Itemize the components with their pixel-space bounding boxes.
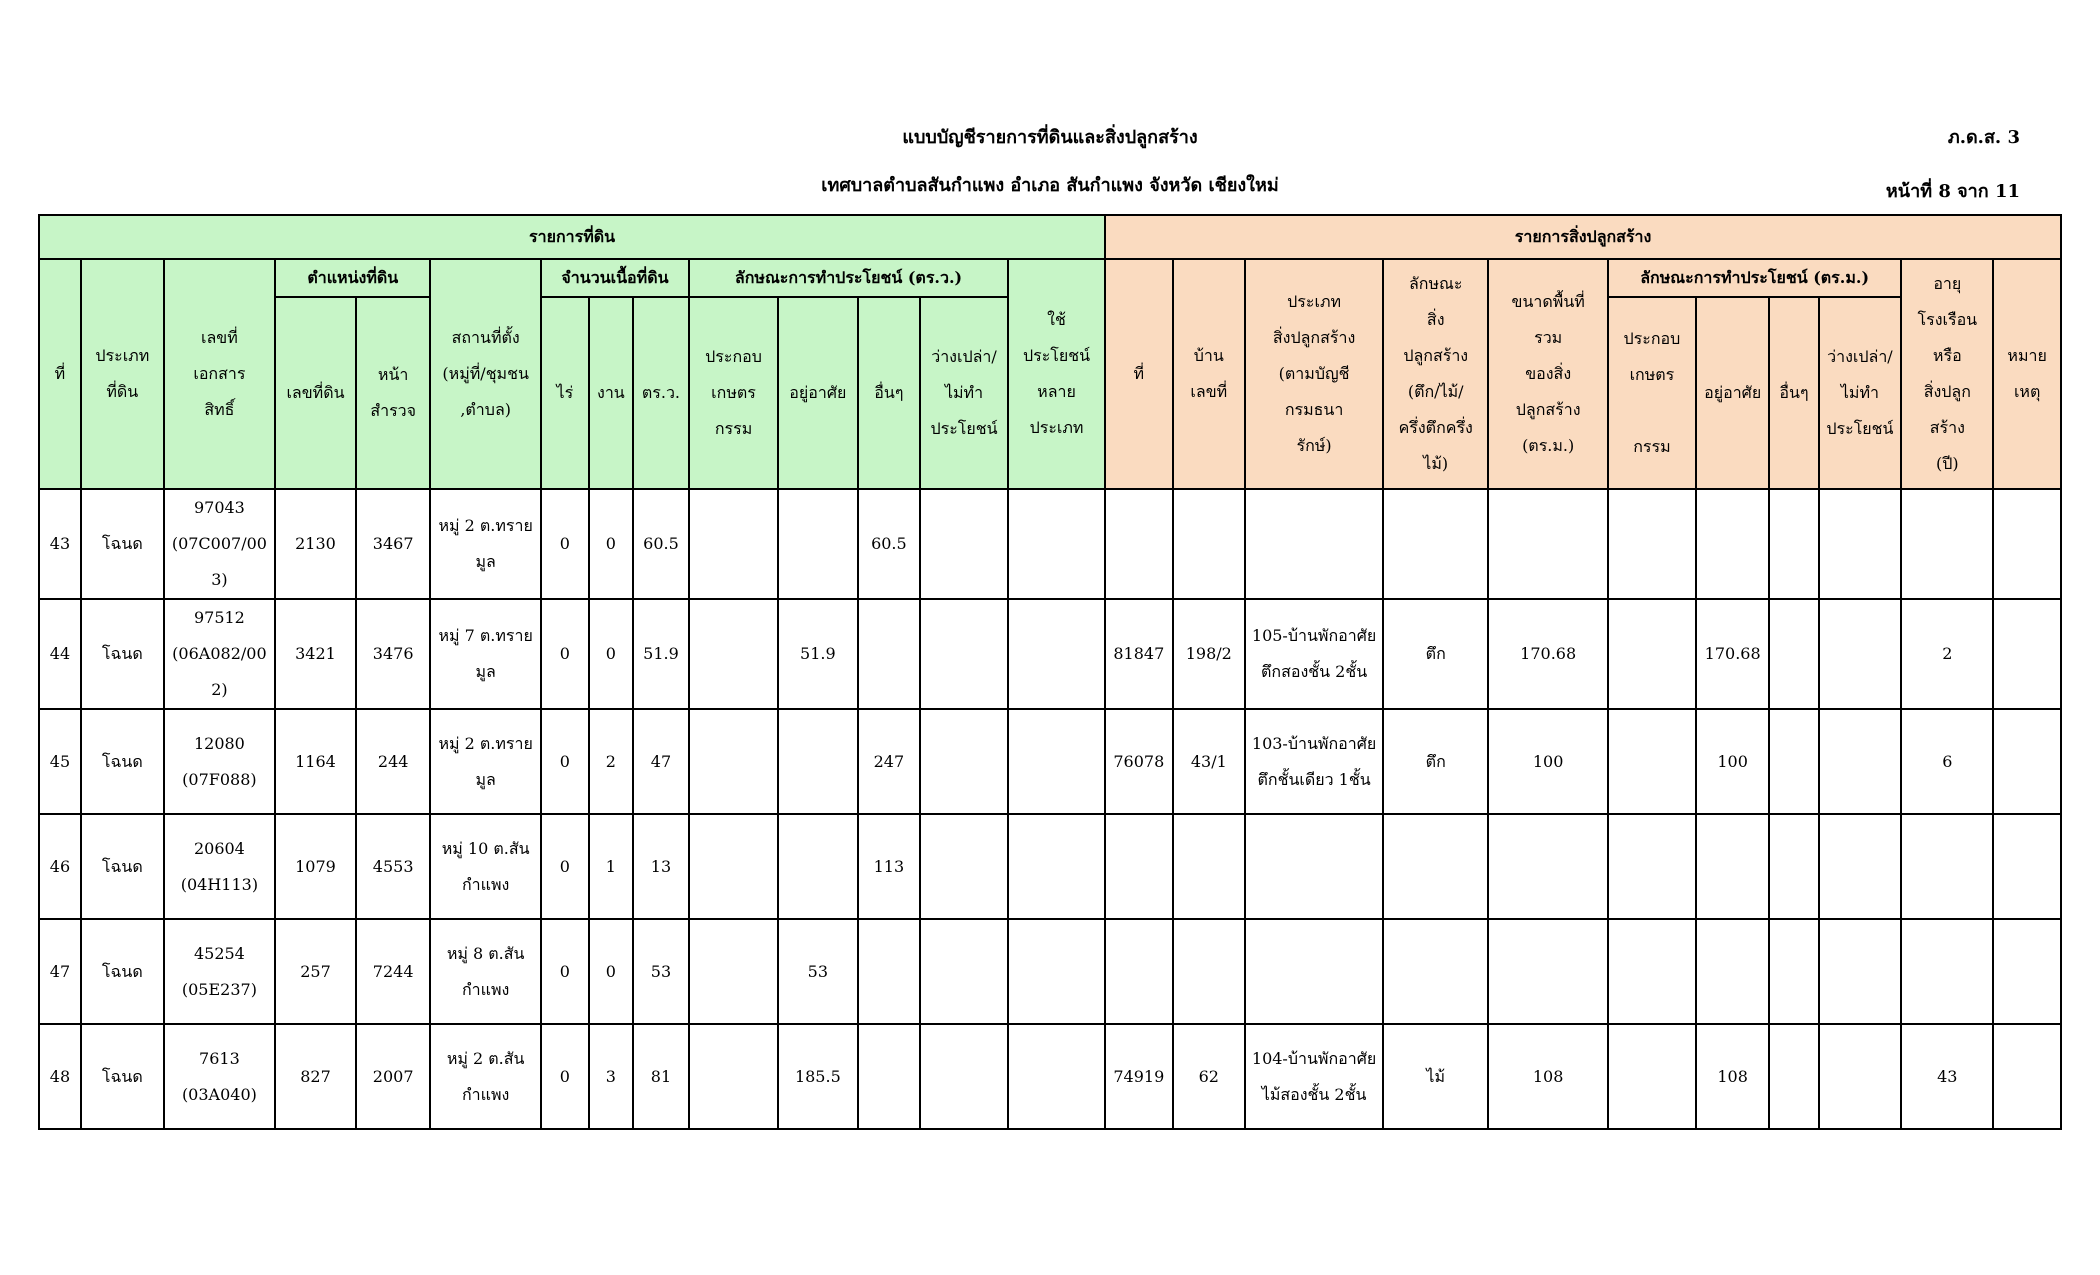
text-line: (ตามบัญชี	[1278, 364, 1350, 383]
cell-no: 47	[39, 919, 81, 1024]
text-line	[1249, 544, 1379, 580]
cell-building-other	[1769, 1024, 1818, 1129]
cell-rai: 0	[541, 814, 589, 919]
text-line: (07C007/003)	[171, 534, 267, 589]
cell-residential: 185.5	[778, 1024, 858, 1129]
text-line: หมู่ 2 ต.ทราย	[438, 516, 533, 535]
col-building-no: ที่	[1105, 259, 1172, 489]
cell-mixed-use	[1008, 709, 1105, 814]
table-row	[39, 814, 2061, 919]
table-row	[39, 1024, 2061, 1129]
cell-house-no: 198/2	[1173, 599, 1246, 709]
text-line: อายุ	[1933, 274, 1962, 293]
cell-land-type: โฉนด	[81, 1024, 164, 1129]
cell-survey-page: 4553	[356, 814, 431, 919]
text-line: เลขที่	[1190, 382, 1228, 401]
text-line: หมู่ 10 ต.สัน	[441, 838, 530, 858]
cell-residential	[778, 709, 858, 814]
text-line: 104-บ้านพักอาศัย	[1251, 1048, 1377, 1068]
text-line: (ปี)	[1935, 454, 1959, 473]
cell-building-no	[1105, 919, 1172, 1024]
text-line	[1249, 831, 1379, 867]
text-line: ประโยชน์	[1022, 346, 1091, 365]
text-line: หมู่ 7 ต.ทราย	[438, 626, 533, 645]
cell-land-type: โฉนด	[81, 814, 164, 919]
cell-remark	[1993, 489, 2061, 599]
text-line: ตึกชั้นเดียว 1ชั้น	[1257, 769, 1371, 789]
text-line: ไม้)	[1423, 454, 1449, 473]
table-row	[39, 709, 2061, 814]
cell-location	[430, 489, 540, 599]
col-land-type	[81, 259, 164, 489]
cell-rai: 0	[541, 599, 589, 709]
cell-survey-page: 2007	[356, 1024, 431, 1129]
cell-parcel-no: 2130	[275, 489, 356, 599]
text-line: เอกสาร	[193, 364, 246, 383]
text-line: หลาย	[1037, 382, 1076, 401]
text-line: ใช้	[1047, 310, 1066, 329]
text-line: ที่ดิน	[106, 382, 139, 401]
text-line: (04H113)	[180, 874, 259, 894]
cell-building-residential: 100	[1696, 709, 1770, 814]
cell-building-vacant	[1819, 919, 1902, 1024]
text-line: ลักษณะ	[1408, 274, 1463, 293]
text-line	[1249, 972, 1379, 1008]
text-line: สิ่งปลูกสร้าง	[1272, 328, 1356, 347]
col-house-no	[1173, 259, 1246, 489]
cell-remark	[1993, 709, 2061, 814]
text-line: 105-บ้านพักอาศัย	[1251, 626, 1377, 645]
table-row	[39, 919, 2061, 1024]
cell-building-residential	[1696, 919, 1770, 1024]
col-no: ที่	[39, 259, 81, 489]
subgroup-building-usage: ลักษณะการทำประโยชน์ (ตร.ม.)	[1608, 259, 1901, 297]
cell-building-age: 43	[1901, 1024, 1993, 1129]
cell-residential: 51.9	[778, 599, 858, 709]
text-line: (05E237)	[181, 979, 257, 999]
cell-building-other	[1769, 919, 1818, 1024]
cell-building-agriculture	[1608, 709, 1696, 814]
col-building-other: อื่นๆ	[1769, 297, 1818, 489]
cell-building-vacant	[1819, 814, 1902, 919]
cell-doc-no	[164, 599, 275, 709]
cell-ngan: 0	[589, 599, 633, 709]
cell-building-age: 6	[1901, 709, 1993, 814]
cell-parcel-no: 257	[275, 919, 356, 1024]
col-building-type	[1245, 259, 1383, 489]
col-sqwa: ตร.ว.	[633, 297, 689, 489]
cell-building-vacant	[1819, 489, 1902, 599]
cell-building-other	[1769, 489, 1818, 599]
text-line: (07F088)	[182, 769, 257, 789]
cell-building-residential: 170.68	[1696, 599, 1770, 709]
cell-doc-no	[164, 709, 275, 814]
text-line: กำแพง	[461, 874, 510, 894]
cell-building-age	[1901, 489, 1993, 599]
col-building-agriculture	[1608, 297, 1696, 489]
cell-house-no: 43/1	[1173, 709, 1246, 814]
cell-agriculture	[689, 1024, 778, 1129]
cell-residential: 53	[778, 919, 858, 1024]
text-line: ว่างเปล่า/	[1827, 347, 1893, 366]
page-number: หน้าที่ 8 จาก 11	[1885, 181, 2020, 202]
text-line: ไม้สองชั้น 2ชั้น	[1261, 1084, 1367, 1104]
cell-rai: 0	[541, 489, 589, 599]
col-residential: อยู่อาศัย	[778, 297, 858, 489]
text-line: สร้าง	[1929, 418, 1965, 437]
cell-sqwa: 13	[633, 814, 689, 919]
cell-building-age	[1901, 814, 1993, 919]
cell-house-no	[1173, 919, 1246, 1024]
text-line: สถานที่ตั้ง	[451, 328, 520, 347]
cell-location	[430, 709, 540, 814]
cell-location	[430, 1024, 540, 1129]
col-building-vacant	[1819, 297, 1902, 489]
text-line: โรงเรือน	[1917, 310, 1978, 329]
cell-vacant	[920, 814, 1008, 919]
text-line: สิทธิ์	[204, 400, 235, 419]
cell-location	[430, 599, 540, 709]
cell-ngan: 2	[589, 709, 633, 814]
text-line: สิ่งปลูก	[1923, 382, 1971, 401]
cell-doc-no	[164, 919, 275, 1024]
cell-building-type	[1245, 919, 1383, 1024]
cell-building-area: 108	[1488, 1024, 1608, 1129]
text-line	[1249, 867, 1379, 903]
form-code: ภ.ด.ส. 3	[1947, 127, 2020, 148]
text-line: กรรม	[1633, 437, 1671, 456]
cell-vacant	[920, 919, 1008, 1024]
cell-survey-page: 3476	[356, 599, 431, 709]
cell-ngan: 1	[589, 814, 633, 919]
cell-building-area	[1488, 814, 1608, 919]
cell-rai: 0	[541, 1024, 589, 1129]
cell-building-no: 81847	[1105, 599, 1172, 709]
text-line: สำรวจ	[370, 401, 417, 420]
cell-parcel-no: 3421	[275, 599, 356, 709]
cell-building-area: 170.68	[1488, 599, 1608, 709]
table-row	[39, 489, 2061, 599]
text-line: ประโยชน์	[1826, 419, 1894, 438]
subgroup-land-area: จำนวนเนื้อที่ดิน	[541, 259, 689, 297]
cell-ngan: 3	[589, 1024, 633, 1129]
text-line: (ตร.ม.)	[1522, 436, 1575, 455]
col-mixed-use	[1008, 259, 1105, 489]
cell-survey-page: 244	[356, 709, 431, 814]
cell-sqwa: 81	[633, 1024, 689, 1129]
cell-building-residential: 108	[1696, 1024, 1770, 1129]
text-line: 12080	[193, 733, 245, 753]
cell-building-character	[1383, 489, 1488, 599]
text-line: กรมธนา	[1284, 400, 1344, 419]
cell-building-character	[1383, 919, 1488, 1024]
cell-location	[430, 919, 540, 1024]
text-line	[1249, 936, 1379, 972]
cell-land-type: โฉนด	[81, 599, 164, 709]
cell-sqwa: 53	[633, 919, 689, 1024]
text-line: กรรม	[714, 419, 753, 438]
col-location	[430, 259, 540, 489]
cell-rai: 0	[541, 919, 589, 1024]
table-row	[39, 599, 2061, 709]
cell-building-agriculture	[1608, 489, 1696, 599]
text-line: บ้าน	[1193, 346, 1224, 365]
text-line: หน้า	[377, 365, 409, 384]
col-parcel-no: เลขที่ดิน	[275, 297, 356, 489]
cell-building-other	[1769, 814, 1818, 919]
text-line	[1612, 393, 1692, 429]
cell-residential	[778, 489, 858, 599]
cell-house-no	[1173, 489, 1246, 599]
text-line: หมู่ 2 ต.สัน	[446, 1048, 525, 1068]
cell-building-type	[1245, 814, 1383, 919]
cell-building-area	[1488, 489, 1608, 599]
cell-building-area	[1488, 919, 1608, 1024]
cell-building-vacant	[1819, 599, 1902, 709]
text-line: ปลูกสร้าง	[1403, 346, 1469, 365]
cell-building-type	[1245, 489, 1383, 599]
cell-parcel-no: 1079	[275, 814, 356, 919]
subgroup-land-usage: ลักษณะการทำประโยชน์ (ตร.ว.)	[689, 259, 1008, 297]
cell-building-age: 2	[1901, 599, 1993, 709]
cell-building-no: 74919	[1105, 1024, 1172, 1129]
text-line: 7613	[199, 1048, 240, 1068]
cell-vacant	[920, 1024, 1008, 1129]
col-other: อื่นๆ	[858, 297, 920, 489]
text-line: มูล	[475, 769, 496, 789]
cell-building-other	[1769, 709, 1818, 814]
cell-mixed-use	[1008, 919, 1105, 1024]
cell-building-agriculture	[1608, 1024, 1696, 1129]
text-line: ว่างเปล่า/	[931, 347, 997, 366]
text-line: 97512	[193, 608, 245, 627]
text-line: ไม่ทำ	[1840, 383, 1879, 402]
cell-survey-page: 3467	[356, 489, 431, 599]
cell-doc-no	[164, 814, 275, 919]
col-building-area	[1488, 259, 1608, 489]
text-line: 45254	[193, 943, 245, 963]
cell-building-area: 100	[1488, 709, 1608, 814]
cell-no: 45	[39, 709, 81, 814]
cell-house-no	[1173, 814, 1246, 919]
cell-parcel-no: 1164	[275, 709, 356, 814]
cell-sqwa: 47	[633, 709, 689, 814]
cell-other: 247	[858, 709, 920, 814]
cell-building-character: ไม้	[1383, 1024, 1488, 1129]
cell-building-agriculture	[1608, 599, 1696, 709]
text-line: ปลูกสร้าง	[1515, 400, 1581, 419]
cell-vacant	[920, 489, 1008, 599]
text-line: กำแพง	[461, 1084, 510, 1104]
cell-remark	[1993, 919, 2061, 1024]
cell-other	[858, 599, 920, 709]
cell-ngan: 0	[589, 489, 633, 599]
cell-doc-no	[164, 1024, 275, 1129]
cell-doc-no	[164, 489, 275, 599]
cell-building-agriculture	[1608, 814, 1696, 919]
text-line: ประกอบ	[1623, 329, 1681, 348]
text-line: (06A082/002)	[172, 644, 267, 699]
land-building-register-table	[38, 214, 2062, 1130]
cell-mixed-use	[1008, 599, 1105, 709]
cell-no: 43	[39, 489, 81, 599]
text-line: ตึกสองชั้น 2ชั้น	[1261, 662, 1368, 681]
cell-agriculture	[689, 709, 778, 814]
col-vacant	[920, 297, 1008, 489]
cell-building-type	[1245, 599, 1383, 709]
cell-land-type: โฉนด	[81, 709, 164, 814]
cell-land-type: โฉนด	[81, 919, 164, 1024]
text-line: ประกอบ	[705, 347, 762, 366]
cell-remark	[1993, 599, 2061, 709]
col-rai: ไร่	[541, 297, 589, 489]
cell-parcel-no: 827	[275, 1024, 356, 1129]
cell-other: 60.5	[858, 489, 920, 599]
text-line: รวม	[1534, 328, 1563, 347]
text-line: (หมู่ที่/ชุมชน	[442, 364, 529, 383]
col-remark	[1993, 259, 2061, 489]
text-line: เกษตร	[711, 383, 756, 402]
text-line: (03A040)	[181, 1084, 257, 1104]
cell-ngan: 0	[589, 919, 633, 1024]
text-line: 20604	[193, 838, 245, 858]
cell-other	[858, 919, 920, 1024]
cell-building-other	[1769, 599, 1818, 709]
text-line: มูล	[475, 552, 496, 571]
col-building-residential: อยู่อาศัย	[1696, 297, 1770, 489]
text-line: เหตุ	[2013, 382, 2041, 401]
cell-building-character: ตึก	[1383, 599, 1488, 709]
col-agriculture	[689, 297, 778, 489]
building-group-header: รายการสิ่งปลูกสร้าง	[1105, 215, 2061, 259]
cell-mixed-use	[1008, 1024, 1105, 1129]
text-line: ขนาดพื้นที่	[1511, 292, 1585, 311]
text-line: 103-บ้านพักอาศัย	[1251, 733, 1377, 753]
cell-residential	[778, 814, 858, 919]
text-line: เกษตร	[1629, 365, 1675, 384]
text-line: กำแพง	[461, 979, 510, 999]
text-line: ครึ่งตึกครึ่ง	[1398, 418, 1473, 437]
subgroup-land-position: ตำแหน่งที่ดิน	[275, 259, 430, 297]
text-line: ประเภท	[1287, 292, 1342, 311]
cell-mixed-use	[1008, 814, 1105, 919]
cell-building-no: 76078	[1105, 709, 1172, 814]
cell-no: 48	[39, 1024, 81, 1129]
cell-survey-page: 7244	[356, 919, 431, 1024]
cell-building-type	[1245, 709, 1383, 814]
text-line: ของสิ่ง	[1525, 364, 1572, 383]
text-line: หมู่ 2 ต.ทราย	[438, 733, 533, 753]
cell-building-residential	[1696, 814, 1770, 919]
cell-other	[858, 1024, 920, 1129]
cell-building-vacant	[1819, 709, 1902, 814]
cell-other: 113	[858, 814, 920, 919]
text-line: ไม่ทำ	[944, 383, 984, 402]
text-line: 97043	[193, 498, 245, 517]
col-building-character	[1383, 259, 1488, 489]
text-line: หรือ	[1932, 346, 1962, 365]
text-line: ประโยชน์	[930, 419, 998, 438]
cell-building-agriculture	[1608, 919, 1696, 1024]
text-line: มูล	[475, 662, 496, 681]
cell-building-no	[1105, 814, 1172, 919]
cell-building-character	[1383, 814, 1488, 919]
cell-agriculture	[689, 814, 778, 919]
cell-sqwa: 51.9	[633, 599, 689, 709]
land-group-header: รายการที่ดิน	[39, 215, 1105, 259]
col-building-age	[1901, 259, 1993, 489]
text-line: รักษ์)	[1296, 436, 1332, 455]
cell-sqwa: 60.5	[633, 489, 689, 599]
cell-building-character: ตึก	[1383, 709, 1488, 814]
cell-remark	[1993, 1024, 2061, 1129]
cell-vacant	[920, 709, 1008, 814]
col-doc-no	[164, 259, 275, 489]
cell-agriculture	[689, 919, 778, 1024]
text-line: หมู่ 8 ต.สัน	[446, 943, 525, 963]
cell-no: 46	[39, 814, 81, 919]
cell-building-type	[1245, 1024, 1383, 1129]
cell-rai: 0	[541, 709, 589, 814]
cell-building-no	[1105, 489, 1172, 599]
col-survey-page	[356, 297, 431, 489]
text-line	[1249, 508, 1379, 544]
text-line: เลขที่	[201, 328, 238, 347]
cell-remark	[1993, 814, 2061, 919]
cell-house-no: 62	[1173, 1024, 1246, 1129]
page-subtitle: เทศบาลตำบลสันกำแพง อำเภอ สันกำแพง จังหวัด เชียงใหม่	[821, 175, 1279, 196]
cell-building-residential	[1696, 489, 1770, 599]
page-title: แบบบัญชีรายการที่ดินและสิ่งปลูกสร้าง	[902, 127, 1198, 148]
cell-location	[430, 814, 540, 919]
cell-building-vacant	[1819, 1024, 1902, 1129]
cell-agriculture	[689, 599, 778, 709]
cell-no: 44	[39, 599, 81, 709]
cell-mixed-use	[1008, 489, 1105, 599]
cell-agriculture	[689, 489, 778, 599]
text-line: ,ตำบล)	[460, 400, 511, 419]
text-line: (ตึก/ไม้/	[1407, 382, 1464, 401]
text-line: ประเภท	[95, 346, 150, 365]
col-ngan: งาน	[589, 297, 633, 489]
text-line: สิ่ง	[1426, 310, 1445, 329]
cell-land-type: โฉนด	[81, 489, 164, 599]
text-line: ประเภท	[1029, 418, 1084, 437]
text-line: หมาย	[2007, 346, 2047, 365]
cell-vacant	[920, 599, 1008, 709]
cell-building-age	[1901, 919, 1993, 1024]
